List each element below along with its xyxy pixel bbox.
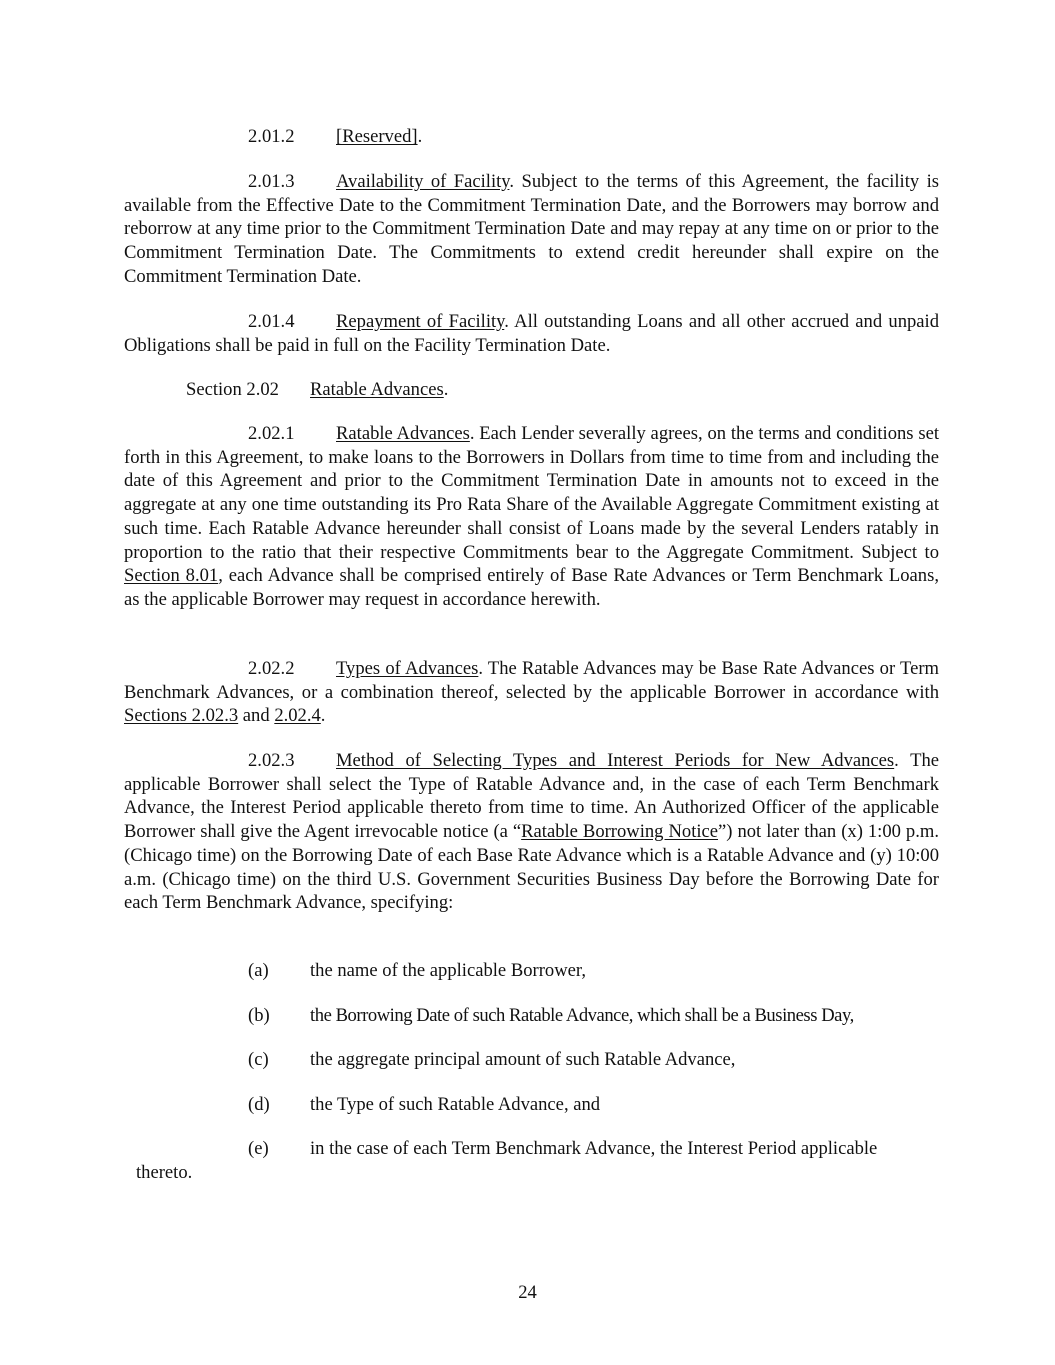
list-item xyxy=(248,959,940,983)
section-body: . Each Lender severally agrees, on the terms and conditions set forth in this Agreement, to make loans to the Borrowers in Dollars from time to time from and including the date of this Agreement and prior to the Commitment Termination Date in amounts not to exceed in the aggregate at any one time outstanding its Pro Rata Share of the Available Aggregate Commitment existing at such time. Each Ratable Advance hereunder shall consist of Loans made by the several Lenders ratably in proportion to the ratio that their respective Commitments bear to the Aggregate Commitment. Subject to xyxy=(124,423,939,563)
section-body: , each Advance shall be comprised entirely of Base Rate Advances or Term Benchmark Loans, as the applicable Borrower may request in accordance herewith. xyxy=(124,565,939,610)
conjunction: and xyxy=(238,705,275,727)
item-label: (c) xyxy=(248,1049,269,1070)
defined-term: Ratable Borrowing Notice xyxy=(521,821,719,843)
heading-period: . xyxy=(443,379,449,400)
section-2-01-3 xyxy=(124,170,939,289)
item-label: (e) xyxy=(248,1138,269,1159)
section-2-02-3 xyxy=(124,749,939,915)
section-2-02 xyxy=(124,378,939,402)
item-text: the Type of such Ratable Advance, and xyxy=(310,1094,601,1115)
section-heading: Repayment of Facility xyxy=(336,311,505,332)
section-heading: Types of Advances xyxy=(336,658,479,679)
heading-period: . xyxy=(417,126,423,147)
list-item xyxy=(248,1093,940,1117)
section-number: Section 2.02 xyxy=(186,379,279,400)
item-text-continuation: thereto. xyxy=(136,1162,193,1183)
section-number: 2.02.3 xyxy=(248,750,295,771)
page-number: 24 xyxy=(518,1282,537,1303)
section-2-02-2 xyxy=(124,657,939,728)
list-item xyxy=(248,1048,940,1072)
section-heading: Ratable Advances xyxy=(310,379,444,400)
item-label: (a) xyxy=(248,960,269,981)
cross-reference: Sections 2.02.3 xyxy=(124,705,239,727)
section-number: 2.01.2 xyxy=(248,126,295,147)
list-item xyxy=(248,1004,940,1028)
item-label: (d) xyxy=(248,1094,270,1115)
section-2-02-1 xyxy=(124,422,939,612)
item-text: in the case of each Term Benchmark Advance, the Interest Period applicable xyxy=(310,1138,878,1159)
list-item xyxy=(248,1137,940,1161)
section-body: . The applicable Borrower shall select the Type of Ratable Advance and, in the case of each Term Benchmark Advance, the Interest Period applicable thereto from time to time. An Authorized Officer of the applicable Borrower shall give the Agent irrevocable notice (a “ xyxy=(124,750,939,843)
sentence-end: . xyxy=(320,705,326,727)
item-label: (b) xyxy=(248,1005,270,1026)
section-body: . The Ratable Advances may be Base Rate Advances or Term Benchmark Advances, or a combination thereof, selected by the applicable Borrower in accordance with xyxy=(124,658,940,703)
list-item-continuation xyxy=(136,1161,828,1185)
section-body: ”) not later than (x) 1:00 p.m. (Chicago time) on the Borrowing Date of each Base Rate Advance which is a Ratable Advance and (y) 10:00 a.m. (Chicago time) on the third U.S. Government Securities Business Day before the Borrowing Date for each Term Benchmark Advance, specifying: xyxy=(124,821,939,914)
section-heading: [Reserved] xyxy=(336,126,418,147)
section-number: 2.02.1 xyxy=(248,423,295,444)
section-2-01-2 xyxy=(124,125,939,149)
cross-reference: 2.02.4 xyxy=(274,705,321,727)
section-heading: Method of Selecting Types and Interest Periods for New Advances xyxy=(336,750,895,771)
item-text: the aggregate principal amount of such Ratable Advance, xyxy=(310,1049,736,1070)
section-body: . Subject to the terms of this Agreement, the facility is available from the Effective Date to the Commitment Termination Date, and the Borrowers may borrow and reborrow at any time prior to the Commitment Termination Date and may repay at any time on or prior to the Commitment Termination Date. The Commitments to extend credit hereunder shall expire on the Commitment Termination Date. xyxy=(124,171,940,287)
section-number: 2.01.4 xyxy=(248,311,295,332)
section-2-01-4 xyxy=(124,310,939,357)
cross-reference: Section 8.01 xyxy=(124,565,219,587)
item-text: the Borrowing Date of such Ratable Advance, which shall be a Business Day, xyxy=(310,1005,854,1026)
section-body: . All outstanding Loans and all other accrued and unpaid Obligations shall be paid in full on the Facility Termination Date. xyxy=(124,311,939,356)
section-heading: Ratable Advances xyxy=(336,423,470,444)
section-number: 2.02.2 xyxy=(248,658,295,679)
item-text: the name of the applicable Borrower, xyxy=(310,960,586,981)
section-heading: Availability of Facility xyxy=(336,171,510,192)
section-number: 2.01.3 xyxy=(248,171,295,192)
